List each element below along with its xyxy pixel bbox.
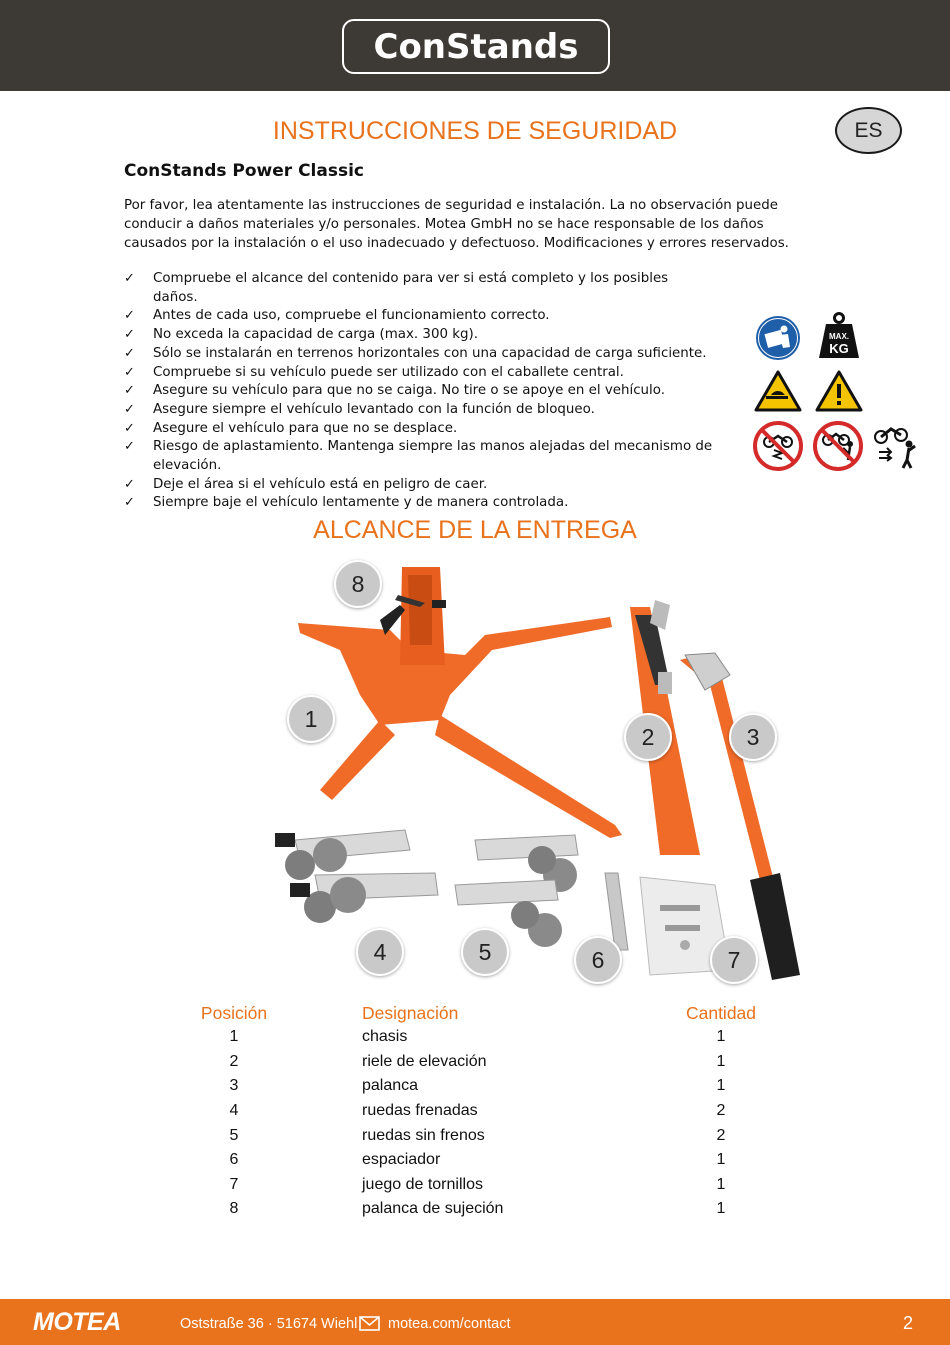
- brand-name: ConStands: [373, 26, 579, 67]
- table-row: 5 ruedas sin frenos 2: [229, 1126, 726, 1144]
- check-icon: ✓: [124, 308, 135, 324]
- delivery-title: ALCANCE DE LA ENTREGA: [313, 516, 637, 544]
- no-standing-under-icon: [752, 420, 804, 472]
- table-row: 3 palanca 1: [229, 1077, 726, 1095]
- page-header: [0, 0, 950, 91]
- product-name: ConStands Power Classic: [124, 161, 365, 181]
- checklist-item: ✓ Asegure su vehículo para que no se caiga. No tire o se apoye en el vehículo.: [124, 382, 714, 401]
- table-row: 1 chasis 1: [229, 1028, 726, 1046]
- table-row: 4 ruedas frenadas 2: [229, 1102, 726, 1120]
- check-icon: ✓: [124, 383, 135, 399]
- part-badge: 6: [574, 936, 622, 984]
- part-badge: 7: [710, 936, 758, 984]
- mail-icon: [359, 1316, 380, 1335]
- chassis-illustration: [298, 567, 622, 838]
- part-badge: 5: [461, 928, 509, 976]
- part-badge: 3: [729, 713, 777, 761]
- motea-logo: MOTEA: [33, 1308, 121, 1336]
- header-designation: Designación: [362, 1002, 459, 1023]
- read-manual-icon: [755, 315, 801, 361]
- check-icon: ✓: [124, 271, 135, 286]
- part-badge: 4: [356, 928, 404, 976]
- checklist-item: ✓ No exceda la capacidad de carga (max. 300 kg).: [124, 326, 714, 345]
- part-badge: 8: [334, 560, 382, 608]
- check-icon: ✓: [124, 364, 135, 380]
- footer-address: Oststraße 36 · 51674 Wiehl: [180, 1316, 358, 1332]
- product-parts-photo: [260, 555, 820, 985]
- header-quantity: Cantidad: [685, 1002, 757, 1023]
- checklist-item: ✓ Deje el área si el vehículo está en peligro de caer.: [124, 476, 714, 495]
- braked-casters-illustration: [275, 830, 438, 923]
- no-leaning-icon: [812, 420, 864, 472]
- check-icon: ✓: [124, 345, 135, 361]
- table-header-row: [190, 1001, 790, 1025]
- check-icon: ✓: [124, 495, 135, 511]
- checklist-item: ✓ Compruebe si su vehículo puede ser utilizado con el caballete central.: [124, 364, 714, 383]
- header-position: Posición: [200, 1002, 268, 1023]
- table-row: 7 juego de tornillos 1: [229, 1175, 726, 1193]
- table-row: 6 espaciador 1: [229, 1151, 726, 1169]
- safety-checklist: [124, 270, 714, 513]
- checklist-item: ✓ Antes de cada uso, compruebe el funcionamiento correcto.: [124, 307, 714, 326]
- checklist-item: ✓ Siempre baje el vehículo lentamente y de manera controlada.: [124, 494, 714, 513]
- checklist-item: ✓ Asegure el vehículo para que no se desplace.: [124, 420, 714, 439]
- check-icon: ✓: [124, 439, 135, 455]
- max-weight-icon: [817, 312, 861, 360]
- crush-hand-warning-icon: [754, 370, 802, 412]
- part-badge: 1: [287, 695, 335, 743]
- general-warning-icon: [815, 370, 863, 412]
- max-label: MAX.: [829, 332, 849, 341]
- safety-intro: Por favor, lea atentamente las instrucciones de seguridad e instalación. La no observación puede conducir a daños materiales y/o personales. Motea GmbH no se hace responsable de los daños causados por la instalación o el uso inadecuado y defectuoso. Modificaciones y errores reservados.: [124, 198, 789, 251]
- check-icon: ✓: [124, 420, 135, 436]
- check-icon: ✓: [124, 327, 135, 343]
- table-row: 8 palanca de sujeción 1: [229, 1200, 726, 1218]
- checklist-item: ✓ Riesgo de aplastamiento. Mantenga siempre las manos alejadas del mecanismo de elevación.: [124, 439, 713, 474]
- page-footer: [0, 1299, 950, 1345]
- checklist-item: ✓ Asegure siempre el vehículo levantado con la función de bloqueo.: [124, 401, 714, 420]
- check-icon: ✓: [124, 401, 135, 417]
- checklist-item: ✓ Compruebe el alcance del contenido para ver si está completo y los posibles daños.: [124, 271, 669, 305]
- footer-contact-link[interactable]: motea.com/contact: [388, 1316, 511, 1332]
- safety-title: INSTRUCCIONES DE SEGURIDAD: [272, 117, 678, 145]
- language-badge: ES: [835, 107, 902, 154]
- brand-logo: [342, 19, 610, 74]
- parts-table: [190, 1001, 790, 1222]
- check-icon: ✓: [124, 476, 135, 492]
- step-away-icon: [869, 420, 921, 472]
- page-number: 2: [903, 1313, 914, 1333]
- table-row: 2 riele de elevación 1: [229, 1052, 726, 1070]
- kg-label: KG: [829, 341, 849, 356]
- checklist-item: ✓ Sólo se instalarán en terrenos horizontales con una capacidad de carga suficiente.: [124, 345, 714, 364]
- part-badge: 2: [624, 713, 672, 761]
